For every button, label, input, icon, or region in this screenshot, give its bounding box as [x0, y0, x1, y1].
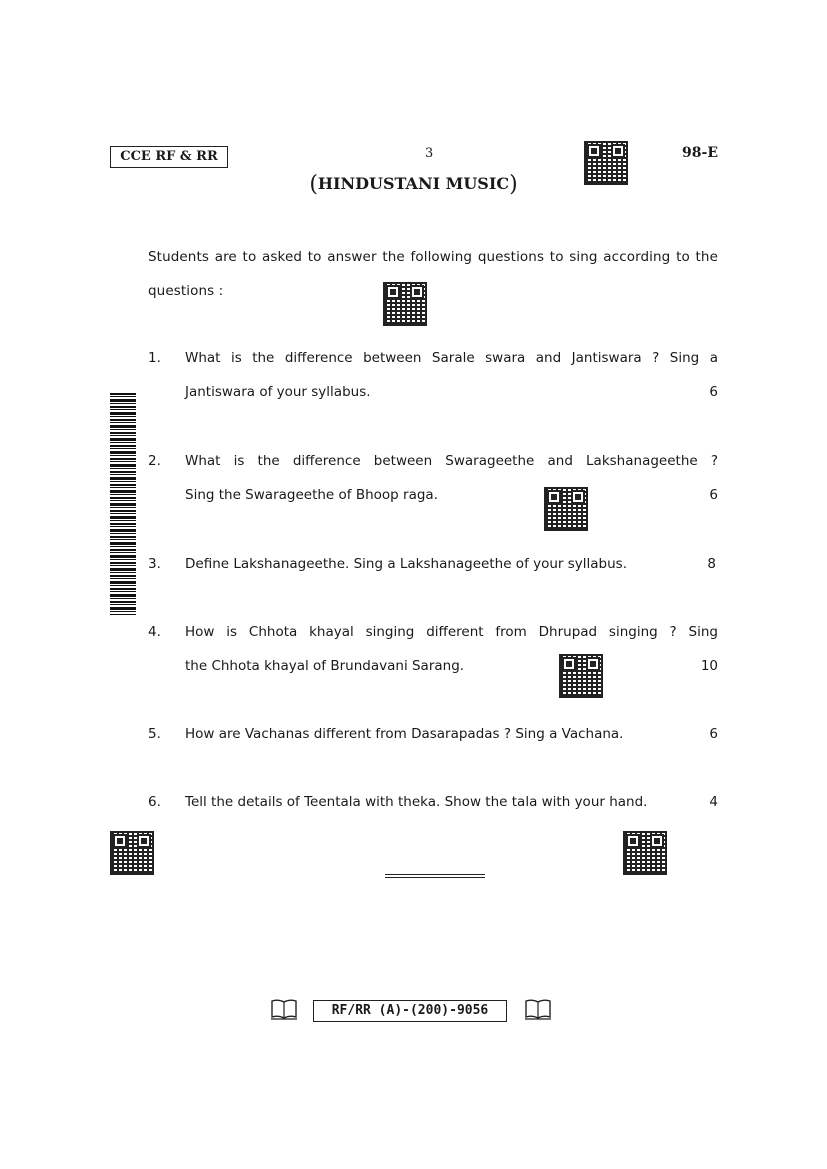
end-rule [385, 874, 485, 878]
question-4 [185, 615, 718, 683]
question-5 [185, 717, 718, 751]
subject-title-text: HINDUSTANI MUSIC [317, 174, 510, 193]
open-book-icon [270, 998, 298, 1020]
page-number: 3 [425, 146, 434, 161]
question-6 [185, 785, 718, 819]
question-text: How are Vachanas different from Dasarapadas ? Sing a Vachana. [185, 726, 624, 742]
question-marks: 6 [709, 726, 718, 742]
question-marks: 6 [709, 487, 718, 503]
question-text-cont: Jantiswara of your syllabus. [185, 384, 371, 400]
question-text: How is Chhota khayal singing different from Dhrupad singing ? Sing [185, 624, 718, 640]
qr-code-icon [110, 831, 154, 875]
question-text: Tell the details of Teentala with theka. Show the tala with your hand. [185, 794, 648, 810]
question-text-cont: the Chhota khayal of Brundavani Sarang. [185, 658, 465, 674]
exam-code-box: CCE RF & RR [110, 146, 228, 168]
question-number: 1. [148, 350, 161, 366]
open-book-icon [524, 998, 552, 1020]
question-number: 2. [148, 453, 161, 469]
question-marks: 8 [707, 556, 716, 572]
question-number: 4. [148, 624, 161, 640]
question-number: 3. [148, 556, 161, 572]
question-1 [185, 341, 718, 409]
barcode-icon [110, 393, 136, 615]
question-text-cont: Sing the Swarageethe of Bhoop raga. [185, 487, 438, 503]
footer-code-box: RF/RR (A)-(200)-9056 [313, 1000, 507, 1022]
question-marks: 6 [709, 384, 718, 400]
instructions: Students are to asked to answer the following questions to sing according to the questions : [148, 249, 718, 299]
question-number: 5. [148, 726, 161, 742]
question-marks: 10 [700, 658, 718, 674]
question-number: 6. [148, 794, 161, 810]
qr-code-icon [383, 282, 427, 326]
question-text: What is the difference between Swarageethe and Lakshanageethe ? [185, 453, 718, 469]
question-marks: 4 [709, 794, 718, 810]
question-3 [185, 547, 718, 581]
paper-code: 98-E [682, 145, 718, 161]
question-text: What is the difference between Sarale swara and Jantiswara ? Sing a [185, 350, 718, 366]
subject-title: (HINDUSTANI MUSIC) [309, 172, 518, 197]
qr-code-icon [623, 831, 667, 875]
question-text: Define Lakshanageethe. Sing a Lakshanageethe of your syllabus. [185, 556, 628, 572]
question-2 [185, 444, 718, 512]
qr-code-icon [544, 487, 588, 531]
qr-code-icon [559, 654, 603, 698]
